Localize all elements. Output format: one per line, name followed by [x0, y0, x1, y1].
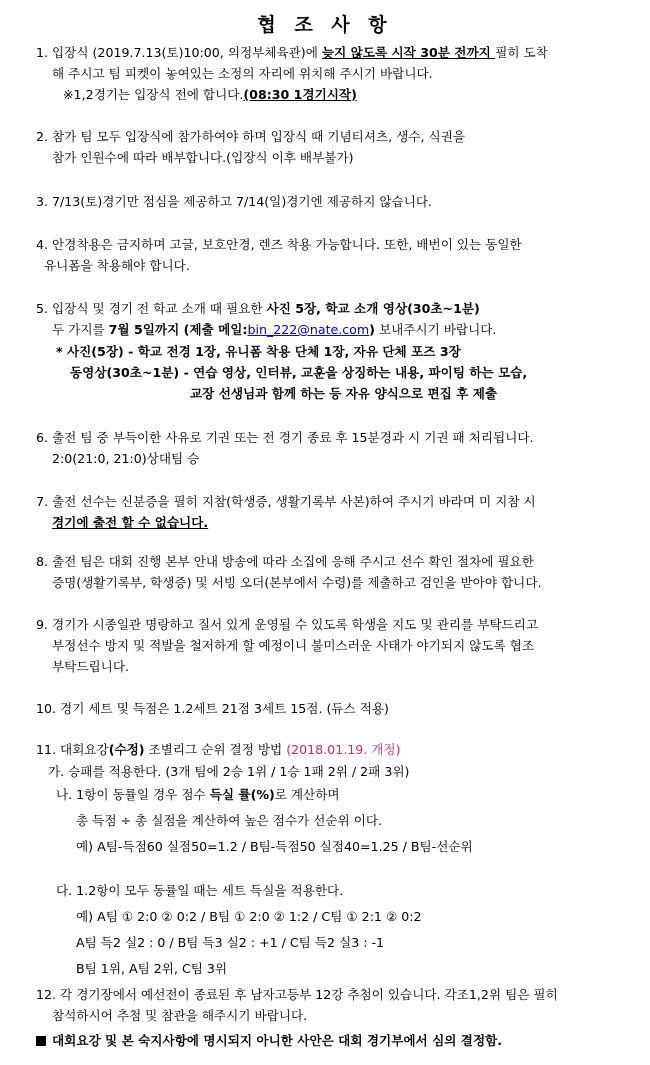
item-2-line-1: 2. 참가 팀 모두 입장식에 참가하여야 하며 입장식 때 기념티셔츠, 생수, 식권을 — [36, 129, 466, 144]
item-9-line-3: 부탁드립니다. — [52, 659, 129, 674]
item-9-line-2: 부정선수 방지 및 적발을 철저하게 할 예정이니 불미스러운 사태가 야기되지 않도록 협조 — [52, 638, 534, 653]
item-7-line-1: 7. 출전 선수는 신분증을 필히 지참(학생증, 생활기록부 사본)하여 주시기 바라며 미 지참 시 — [36, 494, 536, 509]
item-12-line-1: 12. 각 경기장에서 예선전이 종료된 후 남자고등부 12강 추첨이 있습니다. 각조1,2위 팀은 필히 — [36, 987, 558, 1002]
page-title: 협 조 사 항 — [257, 14, 393, 36]
item-5-deadline: 7월 5일까지 (제출 메일: — [108, 322, 248, 337]
rule-na-text-2: 로 계산하며 — [274, 787, 340, 802]
rule-da-example: 예) A팀 ① 2:0 ② 0:2 / B팀 ① 2:0 ② 1:2 / C팀 ① 2:1 ② 0:2 — [76, 909, 422, 924]
item-11-line-1 — [36, 741, 401, 759]
item-1-note: ※1,2경기는 입장식 전에 합니다. — [63, 87, 244, 102]
item-11-revision-date: (2018.01.19. 개정) — [286, 742, 401, 757]
item-5-line-2 — [52, 321, 496, 339]
rule-da-result: B팀 1위, A팀 2위, C팀 3위 — [76, 961, 228, 976]
rule-na-example: 예) A팀-득점60 실점50=1.2 / B팀-득점50 실점40=1.25 / B팀-선순위 — [76, 839, 473, 854]
item-4-line-2: 유니폼을 착용해야 합니다. — [44, 258, 190, 273]
item-10-line-1: 10. 경기 세트 및 득점은 1.2세트 21점 3세트 15점. (듀스 적용) — [36, 701, 389, 716]
item-1-text-end: 필히 도착 — [495, 45, 548, 60]
item-5-text: 5. 입장식 및 경기 전 학교 소개 때 필요한 — [36, 301, 267, 316]
item-2-line-2: 참가 인원수에 따라 배부합니다.(입장식 이후 배부불가) — [52, 150, 354, 165]
rule-na-text: 나. 1항이 동률일 경우 점수 — [56, 787, 210, 802]
item-1-first-game: (08:30 1경기시작) — [243, 87, 357, 102]
item-5-video-detail: 동영상(30초~1분) - 연습 영상, 인터뷰, 교훈을 상징하는 내용, 파이팅 하는 모습, — [70, 365, 528, 380]
item-5-video-detail-2: 교장 선생님과 함께 하는 등 자유 양식으로 편집 후 제출 — [190, 386, 498, 401]
item-5-requirements: 사진 5장, 학교 소개 영상(30초~1분) — [266, 301, 480, 316]
item-12-line-2: 참석하시어 추첨 및 참관을 해주시기 바랍니다. — [52, 1008, 308, 1023]
item-1-line-1 — [36, 44, 548, 62]
item-5-line-1 — [36, 300, 480, 318]
item-6-line-1: 6. 출전 팀 중 부득이한 사유로 기권 또는 전 경기 종료 후 15분경과 시 기권 패 처리됩니다. — [36, 430, 534, 445]
item-1-text: 1. 입장식 (2019.7.13(토)10:00, 의정부체육관)에 — [36, 45, 322, 60]
item-9-line-1: 9. 경기가 시종일관 명랑하고 질서 있게 운영될 수 있도록 학생을 지도 및 관리를 부탁드리고 — [36, 617, 539, 632]
rule-na — [56, 786, 340, 804]
item-7-line-2: 경기에 출전 할 수 없습니다. — [52, 515, 209, 530]
item-1-deadline: 늦지 않도록 시작 30분 전까지 — [321, 45, 496, 60]
item-3-line-1: 3. 7/13(토)경기만 점심을 제공하고 7/14(일)경기엔 제공하지 않습니다. — [36, 194, 433, 209]
item-4-line-1: 4. 안경착용은 금지하며 고글, 보호안경, 렌즈 착용 가능합니다. 또한, 배번이 있는 동일한 — [36, 237, 522, 252]
item-11-revised: (수정) — [108, 742, 145, 757]
item-8-line-2: 증명(생활기록부, 학생증) 및 서빙 오더(본부에서 수령)를 제출하고 검인을 받아야 합니다. — [52, 575, 542, 590]
item-5-text-2: 두 가지를 — [52, 322, 109, 337]
rule-ga: 가. 승패를 적용한다. (3개 팀에 2승 1위 / 1승 1패 2위 / 2패 3위) — [48, 764, 410, 779]
item-5-paren: ) — [369, 322, 375, 337]
item-6-line-2: 2:0(21:0, 21:0)상대팀 승 — [52, 451, 200, 466]
footer-note — [36, 1032, 502, 1050]
black-square-icon — [36, 1036, 46, 1046]
item-11-text-2: 조별리그 순위 결정 방법 — [144, 742, 287, 757]
rule-na-ratio: 득실 률(%) — [209, 787, 275, 802]
rule-na-formula: 총 득점 ÷ 총 실점을 계산하여 높은 점수가 선순위 이다. — [76, 813, 383, 828]
item-1-line-3 — [63, 86, 357, 104]
footer-text: 대회요강 및 본 숙지사항에 명시되지 아니한 사안은 대회 경기부에서 심의 결정함. — [52, 1033, 503, 1048]
item-11-text: 11. 대회요강 — [36, 742, 109, 757]
rule-da: 다. 1.2항이 모두 동률일 때는 세트 득실을 적용한다. — [56, 883, 344, 898]
item-1-line-2: 해 주시고 팀 피켓이 놓여있는 소정의 자리에 위치해 주시기 바랍니다. — [52, 66, 433, 81]
item-5-text-3: 보내주시기 바랍니다. — [374, 322, 497, 337]
item-5-photo-detail: * 사진(5장) - 학교 전경 1장, 유니폼 착용 단체 1장, 자유 단체 포즈 3장 — [56, 344, 461, 359]
submission-email-link[interactable]: bin_222@nate.com — [247, 322, 370, 337]
rule-da-calc: A팀 득2 실2 : 0 / B팀 득3 실2 : +1 / C팀 득2 실3 : -1 — [76, 935, 385, 950]
item-8-line-1: 8. 출전 팀은 대회 진행 본부 안내 방송에 따라 소집에 응해 주시고 선수 확인 절차에 필요한 — [36, 554, 534, 569]
